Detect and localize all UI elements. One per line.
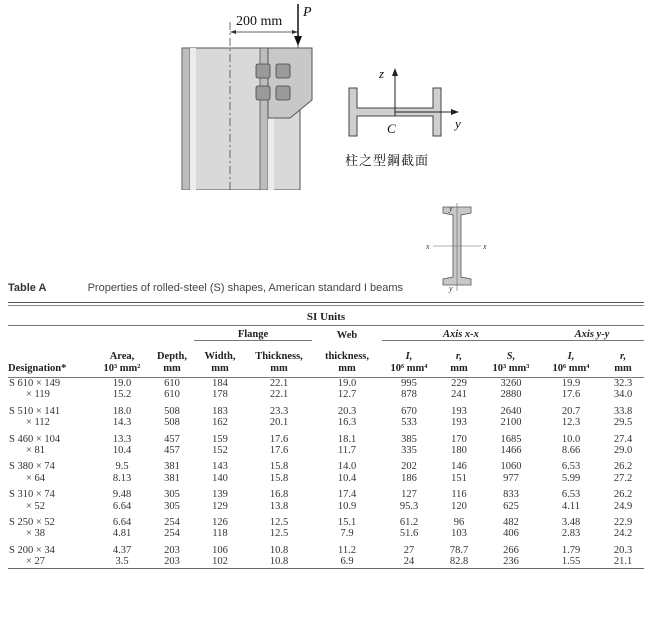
table-row bbox=[8, 445, 644, 456]
value-cell-depth: 305 bbox=[164, 489, 180, 501]
value-cell-web: 12.7 bbox=[337, 389, 357, 401]
value-cell-rx: 193 bbox=[451, 417, 467, 429]
value-cell-ix: 385 bbox=[401, 433, 417, 445]
value-cell-sx: 482 bbox=[503, 517, 519, 529]
value-cell-width: 159 bbox=[212, 433, 228, 445]
value-cell-web: 15.1 bbox=[337, 517, 357, 529]
designation-cell: × 119 bbox=[26, 389, 50, 401]
designation-cell: S 250 × 52 bbox=[9, 517, 55, 529]
value-cell-width: 129 bbox=[212, 500, 228, 512]
value-cell-iy: 12.3 bbox=[561, 417, 581, 429]
designation-cell: × 27 bbox=[8, 556, 94, 568]
value-cell-rx: 116 bbox=[451, 489, 467, 501]
value-cell-depth: 508 bbox=[164, 417, 180, 429]
table-row bbox=[8, 540, 644, 556]
value-cell-thick: 23.3 bbox=[269, 405, 289, 417]
value-cell-ry: 34.0 bbox=[613, 389, 633, 401]
value-cell-ry: 32.3 bbox=[613, 378, 633, 389]
table-top-rule-2 bbox=[8, 305, 644, 306]
value-cell-area: 9.5 bbox=[115, 461, 129, 473]
value-cell-thick: 15.8 bbox=[269, 472, 289, 484]
designation-cell: S 200 × 34 bbox=[9, 544, 55, 556]
col-area: Area, 10³ mm² bbox=[94, 341, 150, 378]
value-cell-ix: 878 bbox=[401, 389, 417, 401]
value-cell-width: 106 bbox=[212, 544, 228, 556]
value-cell-ix: 95.3 bbox=[399, 500, 419, 512]
value-cell-width: 126 bbox=[212, 517, 228, 529]
value-cell-width: 143 bbox=[212, 461, 228, 473]
col-web-thickness: thickness, mm bbox=[312, 341, 382, 378]
value-cell-sx: 2100 bbox=[500, 417, 522, 429]
value-cell-web: 11.7 bbox=[338, 445, 356, 457]
value-cell-ix: 186 bbox=[401, 472, 417, 484]
value-cell-thick: 12.5 bbox=[269, 517, 289, 529]
value-cell-iy: 17.6 bbox=[561, 389, 581, 401]
value-cell-web: 17.4 bbox=[337, 489, 357, 501]
value-cell-iy: 10.0 bbox=[561, 433, 581, 445]
value-cell-width: 162 bbox=[212, 417, 228, 429]
value-cell-width: 118 bbox=[212, 528, 228, 540]
value-cell-width: 139 bbox=[212, 489, 228, 501]
small-axis-y-bottom: y bbox=[449, 284, 453, 293]
value-cell-sx: 1685 bbox=[500, 433, 522, 445]
value-cell-ix: 202 bbox=[401, 461, 417, 473]
table-description: Properties of rolled-steel (S) shapes, American standard I beams bbox=[87, 282, 404, 294]
value-cell-depth: 381 bbox=[164, 461, 180, 473]
value-cell-web: 11.2 bbox=[338, 544, 356, 556]
value-cell-depth: 203 bbox=[150, 556, 194, 568]
value-cell-web: 10.4 bbox=[337, 472, 357, 484]
value-cell-ry: 24.2 bbox=[613, 528, 633, 540]
value-cell-thick: 12.5 bbox=[269, 528, 289, 540]
value-cell-rx: 120 bbox=[451, 500, 467, 512]
units-heading: SI Units bbox=[8, 309, 644, 326]
value-cell-depth: 254 bbox=[164, 528, 180, 540]
value-cell-ry: 27.4 bbox=[613, 433, 633, 445]
value-cell-depth: 305 bbox=[164, 500, 180, 512]
value-cell-sx: 1466 bbox=[500, 445, 522, 457]
value-cell-depth: 254 bbox=[164, 517, 180, 529]
ibeam-axes-icon bbox=[425, 203, 495, 293]
value-cell-thick: 17.6 bbox=[269, 445, 289, 457]
value-cell-sx: 833 bbox=[503, 489, 519, 501]
value-cell-ry: 20.3 bbox=[613, 544, 633, 556]
designation-cell: × 38 bbox=[26, 528, 46, 540]
value-cell-ix: 533 bbox=[401, 417, 417, 429]
designation-cell: S 380 × 74 bbox=[9, 461, 55, 473]
value-cell-ry: 21.1 bbox=[602, 556, 644, 568]
value-cell-web: 7.9 bbox=[340, 528, 354, 540]
value-cell-iy: 1.55 bbox=[540, 556, 602, 568]
value-cell-ry: 29.5 bbox=[613, 417, 633, 429]
load-label: P bbox=[303, 5, 312, 20]
designation-cell: S 460 × 104 bbox=[9, 433, 61, 445]
value-cell-depth: 457 bbox=[164, 433, 180, 445]
value-cell-sx: 625 bbox=[503, 500, 519, 512]
value-cell-rx: 96 bbox=[453, 517, 465, 529]
group-axis-yy: Axis y-y bbox=[540, 326, 644, 341]
value-cell-sx: 236 bbox=[482, 556, 540, 568]
value-cell-area: 4.37 bbox=[112, 544, 132, 556]
value-cell-rx: 151 bbox=[451, 472, 467, 484]
value-cell-depth: 610 bbox=[164, 389, 180, 401]
value-cell-sx: 2880 bbox=[500, 389, 522, 401]
value-cell-area: 14.3 bbox=[112, 417, 132, 429]
col-web-top: Web bbox=[336, 329, 358, 341]
col-ix: I, 10⁶ mm⁴ bbox=[382, 341, 436, 378]
value-cell-ix: 670 bbox=[401, 405, 417, 417]
value-cell-depth: 203 bbox=[164, 544, 180, 556]
value-cell-web: 10.9 bbox=[337, 500, 357, 512]
table-row bbox=[8, 501, 644, 512]
value-cell-thick: 22.1 bbox=[269, 378, 289, 389]
value-cell-ix: 127 bbox=[401, 489, 417, 501]
table-top-rule bbox=[8, 302, 644, 303]
value-cell-iy: 1.79 bbox=[561, 544, 581, 556]
value-cell-iy: 5.99 bbox=[561, 472, 581, 484]
value-cell-sx: 977 bbox=[503, 472, 519, 484]
designation-cell: × 81 bbox=[26, 445, 46, 457]
value-cell-web: 20.3 bbox=[337, 405, 357, 417]
designation-cell: × 52 bbox=[26, 500, 46, 512]
value-cell-sx: 266 bbox=[503, 544, 519, 556]
value-cell-sx: 3260 bbox=[500, 378, 522, 389]
value-cell-width: 140 bbox=[212, 472, 228, 484]
designation-cell: S 610 × 149 bbox=[9, 378, 61, 389]
axis-y-label: y bbox=[455, 116, 461, 131]
table-row bbox=[8, 556, 644, 568]
value-cell-iy: 6.53 bbox=[561, 461, 581, 473]
col-designation: Designation* bbox=[8, 341, 94, 378]
value-cell-thick: 15.8 bbox=[269, 461, 289, 473]
value-cell-ix: 24 bbox=[382, 556, 436, 568]
value-cell-depth: 457 bbox=[164, 445, 180, 457]
col-sx: S, 10³ mm³ bbox=[482, 341, 540, 378]
table-row bbox=[8, 429, 644, 445]
group-flange: Flange bbox=[194, 326, 312, 341]
value-cell-iy: 6.53 bbox=[561, 489, 581, 501]
table-body bbox=[8, 378, 644, 569]
axis-z-label: z bbox=[379, 66, 385, 81]
table-row bbox=[8, 389, 644, 400]
value-cell-thick: 17.6 bbox=[269, 433, 289, 445]
value-cell-width: 178 bbox=[212, 389, 228, 401]
value-cell-thick: 10.8 bbox=[269, 544, 289, 556]
value-cell-iy: 8.66 bbox=[561, 445, 581, 457]
i-section-figure bbox=[335, 60, 475, 140]
value-cell-rx: 180 bbox=[451, 445, 467, 457]
value-cell-iy: 4.11 bbox=[562, 500, 580, 512]
value-cell-depth: 508 bbox=[164, 405, 180, 417]
value-cell-area: 3.5 bbox=[94, 556, 150, 568]
value-cell-rx: 170 bbox=[451, 433, 467, 445]
col-width: Width, mm bbox=[194, 341, 246, 378]
value-cell-area: 4.81 bbox=[112, 528, 132, 540]
value-cell-area: 6.64 bbox=[112, 500, 132, 512]
value-cell-web: 19.0 bbox=[337, 378, 357, 389]
value-cell-web: 14.0 bbox=[337, 461, 357, 473]
value-cell-area: 19.0 bbox=[112, 378, 132, 389]
table-row bbox=[8, 378, 644, 390]
table-row bbox=[8, 456, 644, 472]
dimension-label: 200 mm bbox=[236, 14, 283, 29]
small-axis-x-right: x bbox=[483, 242, 487, 251]
value-cell-iy: 19.9 bbox=[561, 378, 581, 389]
table-row bbox=[8, 401, 644, 417]
value-cell-ry: 26.2 bbox=[613, 489, 633, 501]
properties-table bbox=[8, 309, 644, 569]
value-cell-rx: 193 bbox=[451, 405, 467, 417]
value-cell-thick: 10.8 bbox=[246, 556, 312, 568]
value-cell-ry: 33.8 bbox=[613, 405, 633, 417]
value-cell-ix: 51.6 bbox=[399, 528, 419, 540]
col-iy: I, 10⁶ mm⁴ bbox=[540, 341, 602, 378]
designation-cell: × 64 bbox=[26, 472, 46, 484]
value-cell-iy: 20.7 bbox=[561, 405, 581, 417]
col-ry: r, mm bbox=[602, 341, 644, 378]
table-row bbox=[8, 484, 644, 500]
value-cell-rx: 241 bbox=[451, 389, 467, 401]
value-cell-rx: 78.7 bbox=[449, 544, 469, 556]
value-cell-sx: 406 bbox=[503, 528, 519, 540]
designation-cell: × 112 bbox=[26, 417, 50, 429]
value-cell-sx: 2640 bbox=[500, 405, 522, 417]
table-title bbox=[8, 282, 403, 294]
table-label: Table A bbox=[8, 282, 47, 294]
small-axis-y-top: y bbox=[449, 204, 453, 213]
value-cell-width: 152 bbox=[212, 445, 228, 457]
table-row bbox=[8, 417, 644, 428]
figure-caption: 柱之型鋼截面 bbox=[345, 154, 430, 169]
value-cell-web: 6.9 bbox=[312, 556, 382, 568]
value-cell-area: 10.4 bbox=[112, 445, 132, 457]
value-cell-thick: 16.8 bbox=[269, 489, 289, 501]
value-cell-depth: 610 bbox=[164, 378, 180, 389]
table-row bbox=[8, 528, 644, 539]
group-axis-xx: Axis x-x bbox=[382, 326, 540, 341]
value-cell-sx: 1060 bbox=[500, 461, 522, 473]
centroid-label: C bbox=[387, 121, 396, 136]
designation-cell: S 510 × 141 bbox=[9, 405, 61, 417]
table-row bbox=[8, 473, 644, 484]
value-cell-web: 18.1 bbox=[337, 433, 357, 445]
value-cell-iy: 3.48 bbox=[561, 517, 581, 529]
value-cell-ix: 27 bbox=[403, 544, 415, 556]
small-axis-x-left: x bbox=[426, 242, 430, 251]
value-cell-iy: 2.83 bbox=[561, 528, 581, 540]
value-cell-area: 18.0 bbox=[112, 405, 132, 417]
value-cell-depth: 381 bbox=[164, 472, 180, 484]
value-cell-rx: 229 bbox=[451, 378, 467, 389]
value-cell-ix: 995 bbox=[401, 378, 417, 389]
value-cell-area: 9.48 bbox=[112, 489, 132, 501]
value-cell-width: 183 bbox=[212, 405, 228, 417]
value-cell-rx: 146 bbox=[451, 461, 467, 473]
value-cell-area: 13.3 bbox=[112, 433, 132, 445]
value-cell-rx: 82.8 bbox=[436, 556, 482, 568]
value-cell-web: 16.3 bbox=[337, 417, 357, 429]
col-rx: r, mm bbox=[436, 341, 482, 378]
value-cell-area: 8.13 bbox=[112, 472, 132, 484]
value-cell-ix: 335 bbox=[401, 445, 417, 457]
table-row bbox=[8, 512, 644, 528]
value-cell-width: 102 bbox=[194, 556, 246, 568]
designation-cell: S 310 × 74 bbox=[9, 489, 55, 501]
value-cell-thick: 22.1 bbox=[269, 389, 289, 401]
value-cell-ry: 24.9 bbox=[613, 500, 633, 512]
value-cell-area: 6.64 bbox=[112, 517, 132, 529]
value-cell-ry: 22.9 bbox=[613, 517, 633, 529]
col-thickness: Thickness, mm bbox=[246, 341, 312, 378]
value-cell-thick: 13.8 bbox=[269, 500, 289, 512]
value-cell-rx: 103 bbox=[451, 528, 467, 540]
value-cell-ry: 27.2 bbox=[613, 472, 633, 484]
value-cell-ix: 61.2 bbox=[399, 517, 419, 529]
value-cell-ry: 29.0 bbox=[613, 445, 633, 457]
value-cell-thick: 20.1 bbox=[269, 417, 289, 429]
column-bracket-figure bbox=[170, 0, 330, 190]
value-cell-area: 15.2 bbox=[112, 389, 132, 401]
value-cell-width: 184 bbox=[212, 378, 228, 389]
value-cell-ry: 26.2 bbox=[613, 461, 633, 473]
col-depth: Depth, mm bbox=[150, 341, 194, 378]
